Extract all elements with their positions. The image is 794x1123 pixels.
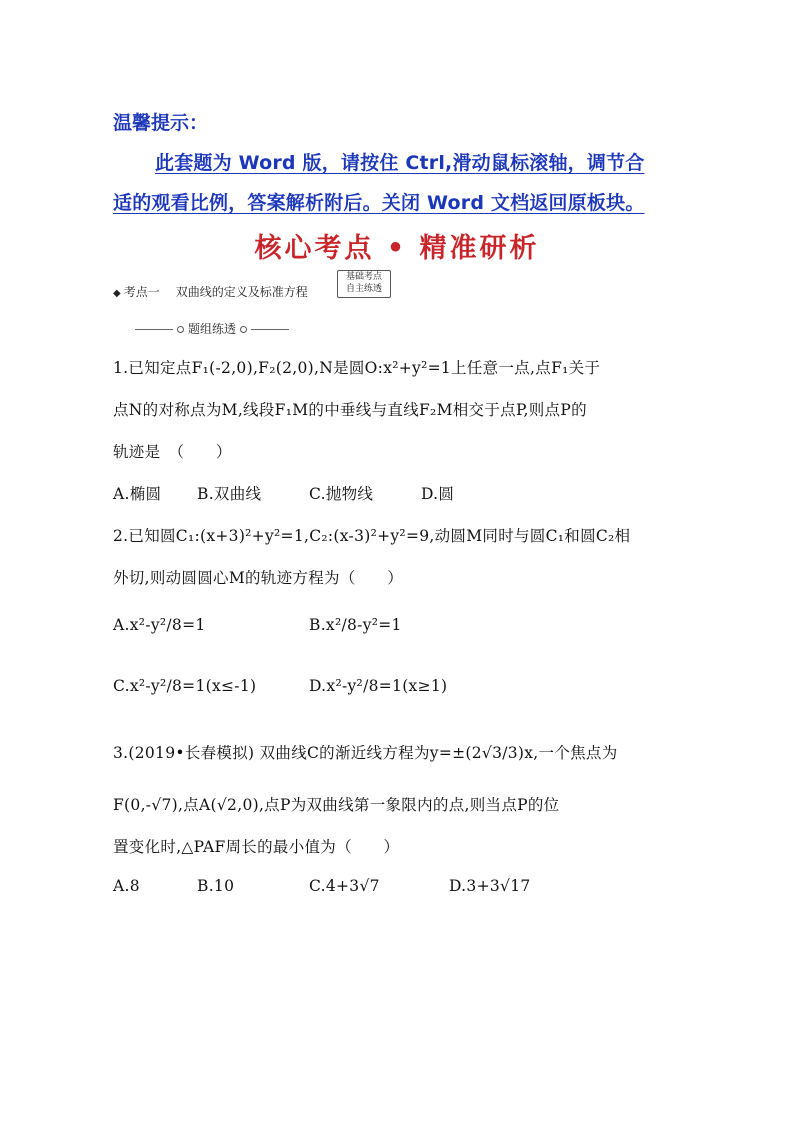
q2-option-b: B.x²/8-y²=1 (309, 616, 402, 634)
q2-option-c: C.x²-y²/8=1(x≤-1) (113, 677, 257, 695)
q1-option-d: D.圆 (421, 485, 455, 503)
q1-option-c: C.抛物线 (309, 485, 374, 503)
circle-icon (177, 326, 184, 333)
q3-option-b: B.10 (197, 877, 235, 895)
q1-option-a: A.椭圆 (113, 485, 162, 503)
divider-right (251, 329, 289, 330)
q3-option-c: C.4+3√7 (309, 877, 380, 895)
topic-badge (337, 270, 391, 298)
q3-option-d: D.3+3√17 (449, 877, 531, 895)
circle-icon (240, 326, 247, 333)
q1-line-3: 轨迹是 （ ） (113, 443, 232, 461)
q1-line-2: 点N的对称点为M,线段F₁M的中垂线与直线F₂M相交于点P,则点P的 (113, 401, 587, 419)
tip-title: 温馨提示： (113, 112, 209, 134)
q3-line-1: 3.(2019•长春模拟) 双曲线C的渐近线方程为y=±(2√3/3)x,一个焦点为 (113, 744, 618, 762)
badge-line-1: 基础考点 (345, 272, 382, 282)
topic-name: 双曲线的定义及标准方程 (175, 285, 308, 299)
q3-line-2: F(0,-√7),点A(√2,0),点P为双曲线第一象限内的点,则当点P的位 (113, 796, 560, 814)
q1-line-1: 1.已知定点F₁(-2,0),F₂(2,0),N是圆O:x²+y²=1上任意一点,点F₁关于 (113, 359, 601, 377)
q2-option-d: D.x²-y²/8=1(x≥1) (309, 677, 448, 695)
q3-line-3: 置变化时,△PAF周长的最小值为（ ） (113, 838, 400, 856)
group-title: 题组练透 (188, 322, 237, 336)
q2-line-1: 2.已知圆C₁:(x+3)²+y²=1,C₂:(x-3)²+y²=9,动圆M同时与圆C₁和圆C₂相 (113, 527, 631, 545)
group-title-row (135, 320, 289, 337)
q1-option-b: B.双曲线 (197, 485, 262, 503)
q2-option-a: A.x²-y²/8=1 (113, 616, 206, 634)
section-heading: 核心考点 • 精准研析 (254, 233, 540, 264)
diamond-icon: ◆ (113, 288, 121, 299)
q3-option-a: A.8 (113, 877, 140, 895)
topic-line (113, 283, 308, 300)
tip-line-2: 适的观看比例，答案解析附后。关闭 Word 文档返回原板块。 (113, 192, 645, 214)
q2-line-2: 外切,则动圆圆心M的轨迹方程为（ ） (113, 569, 403, 587)
divider-left (135, 329, 173, 330)
topic-label: 考点一 (123, 285, 160, 299)
tip-line-1: 此套题为 Word 版，请按住 Ctrl,滑动鼠标滚轴，调节合 (155, 152, 645, 174)
badge-line-2: 自主练透 (345, 284, 382, 294)
